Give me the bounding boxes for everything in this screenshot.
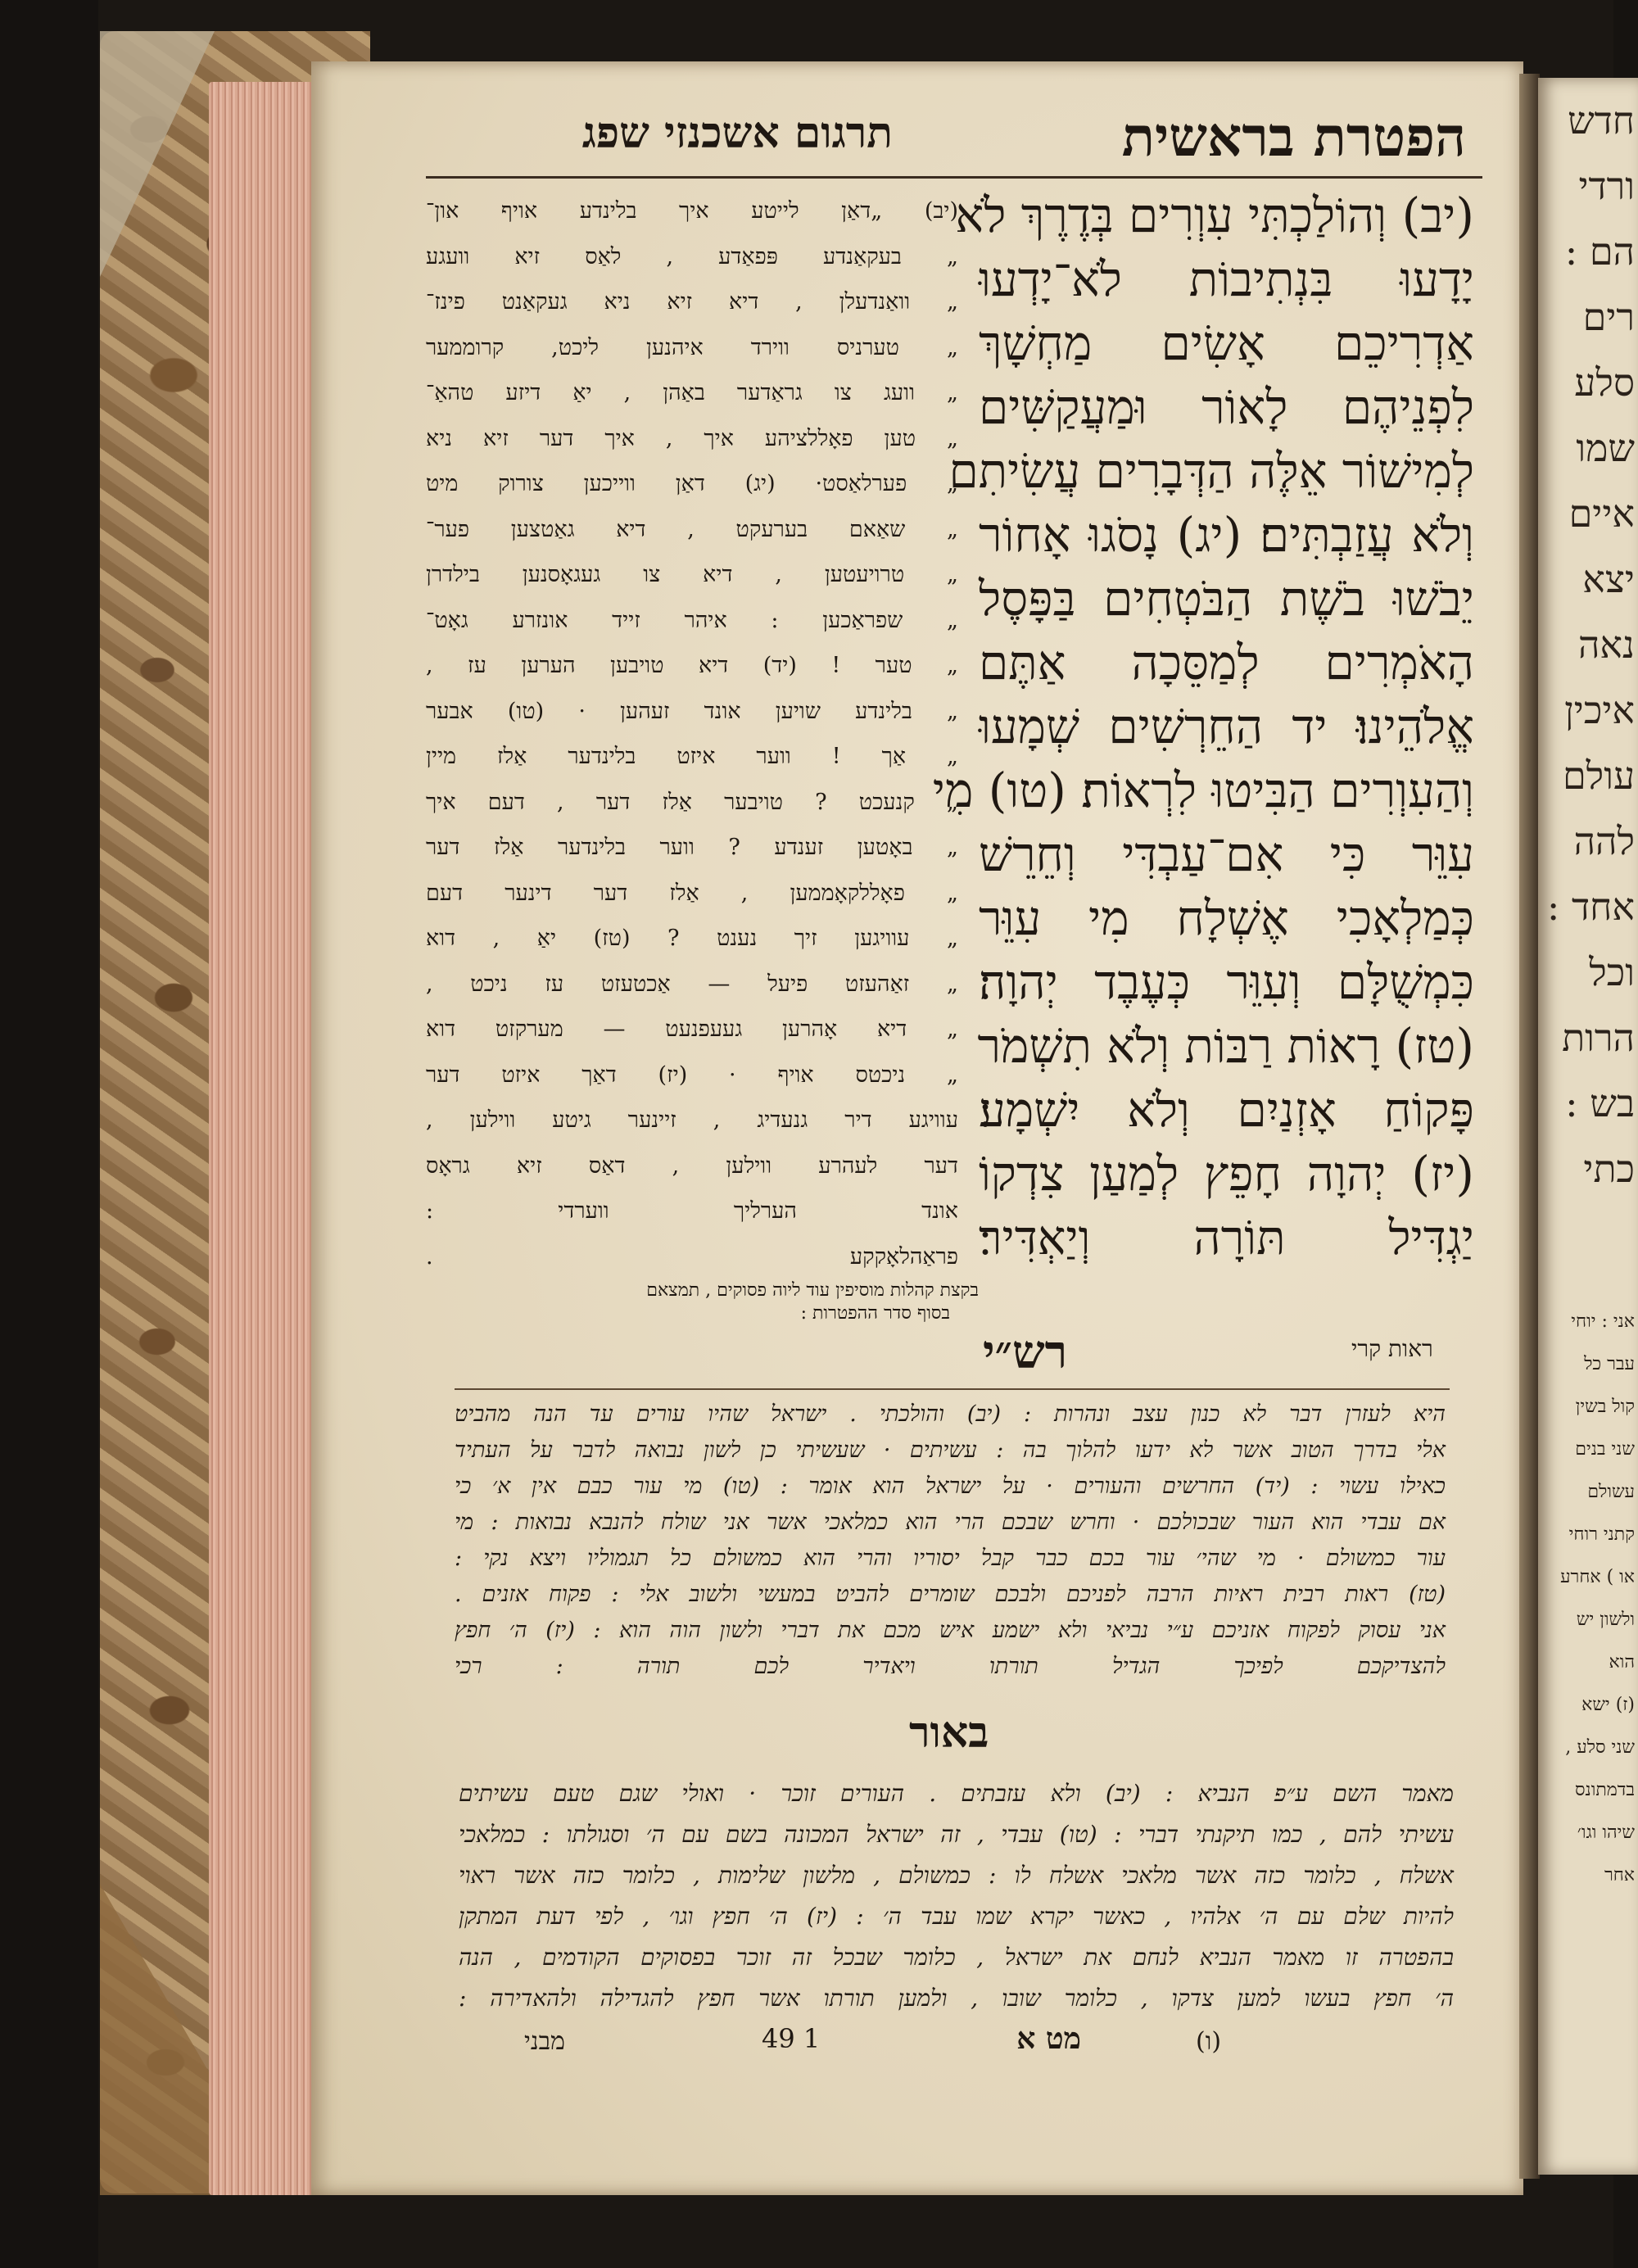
facing-page-fragment: הוא: [1609, 1652, 1635, 1673]
rashi-line: כאילו עשוי : (יד) החרשים והעורים · על ישראל הוא אומר : (טו) מי עור כבם אין א׳ כי: [455, 1474, 1446, 1499]
signature-mark: מט א: [1016, 2021, 1081, 2056]
german-line: „ ניכטס אויף · (יז) דאַך איזט דער: [426, 1062, 958, 1088]
german-line: אונד הערליך ווערדי :: [426, 1198, 958, 1224]
facing-page-fragment: איכין: [1564, 688, 1635, 732]
german-line: „ וועג צו גראַדער באַהן , יאַ דיזע טהאַ־: [426, 380, 958, 405]
header-rule: [426, 176, 1482, 179]
german-line: „ דיא אָהרען געעפנעט — מערקזט דוא: [426, 1016, 958, 1042]
facing-page-fragment: חדש: [1568, 98, 1635, 143]
german-line: „ טרויעטען , דיא צו געגאָסנען בילדרן: [426, 562, 958, 587]
german-line: „ קנעכט ? טויבער אַלז דער , דעם איך: [426, 789, 958, 815]
german-line: „ שאַאם בערעקט , דיא גאַטצען פער־: [426, 516, 958, 542]
facing-page-fragment: ולשון יש: [1576, 1609, 1635, 1630]
hebrew-line: לְמִישׁוֹר אֵלֶּה הַדְּבָרִים עֲשִׂיתִם: [948, 443, 1474, 499]
facing-page-fragment: בש :: [1565, 1081, 1635, 1125]
german-line: „ באָטען זענדע ? ווער בלינדער אַלז דער: [426, 835, 958, 860]
biur-line: מאמר השם ע״פ הנביא : (יב) ולא עזבתים . העורים זוכר · ואולי שגם טעם עשיתים: [459, 1780, 1454, 1807]
facing-page-fragment: אני : יוחי: [1571, 1311, 1635, 1332]
facing-page-fragment: יצא: [1582, 557, 1635, 601]
facing-page-fragment: עשולם: [1587, 1482, 1635, 1502]
german-line: „ עוויגען זיך נענט ? (טז) יאַ , דוא: [426, 926, 958, 951]
hebrew-line: פָּקוֹחַ אָזְנַיִם וְלֹא יִשְׁמָע׃: [979, 1082, 1474, 1138]
german-line: „ וואַנדעלן , דיא זיא ניא געקאַנט פינז־: [426, 289, 958, 315]
rashi-line: היא לעזרן דבר לא כנון עצב ונהרות : (יב) והולכתי . ישראל שהיו עורים עד הנה מהביט: [455, 1401, 1446, 1427]
facing-page-fragment: עבר כל: [1584, 1354, 1635, 1374]
facing-page-fragment: או ) אחרע: [1560, 1567, 1635, 1587]
hebrew-line: וְהַעִוְרִים הַבִּיטוּ לִרְאוֹת׃ (טו) מִי: [932, 763, 1474, 818]
german-line: פראַהלאָקקע .: [426, 1243, 958, 1270]
german-line: „ טער ! (יד) דיא טויבען הערען עז ,: [426, 653, 958, 678]
german-line: עוויגע דיר גנעדיג , זיינער גיטע ווילען ,: [426, 1107, 958, 1133]
background-left: [0, 0, 98, 2268]
hebrew-line: יָדָעוּ בִּנְתִיבוֹת לֹא־יָדְעוּ: [979, 251, 1474, 307]
german-line: „ טערניס ווירד איהנען ליכט, קרוממער: [426, 334, 958, 360]
facing-page-fragment: קתני רוחי: [1568, 1524, 1635, 1545]
hebrew-line: אַדְרִיכֵם אָשִׂים מַחְשָׁךְ: [979, 315, 1474, 371]
hebrew-line: יֵבֹשׁוּ בֹשֶׁת הַבֹּטְחִים בַּפָּסֶל: [979, 571, 1474, 627]
facing-page-fragment: איים: [1568, 491, 1635, 536]
facing-page-fragment: נאה: [1577, 622, 1635, 667]
facing-page-fragment: שמו: [1576, 426, 1635, 470]
hebrew-line: עִוֵּר כִּי אִם־עַבְדִּי וְחֵרֵשׁ: [979, 826, 1474, 882]
rashi-line: עור כמשולם · מי שהי׳ עור בכם כבר קבל יסוריו והרי הוא כמשולם כל תגמוליו ויצא נקי :: [455, 1546, 1446, 1571]
hebrew-line: הָאֹמְרִים לְמַסֵּכָה אַתֶּם: [979, 635, 1474, 690]
facing-page-fragment: וכל: [1589, 950, 1635, 994]
biur-line: ה׳ חפץ בעשו למען צדקו , כלומר שובו , ולמען תורתו אשר חפץ להגדילה ולהאדירה :: [459, 1985, 1454, 2012]
biur-line: בהפטרה זו מאמר הנביא לנחם את ישראל , כלומר שבכל זה זוכר בפסוקים הקודמים , הנה: [459, 1944, 1454, 1971]
rashi-line: להצדיקכם לפיכך הגדיל תורתו ויאדיר לכם תורה : רכי: [455, 1654, 1446, 1679]
german-line: „ פערלאַסט· (יג) דאַן ווייכען צורוק מיט: [426, 471, 958, 496]
biur-line: אשלח , כלומר כזה אשר מלאכי אשלח לו : כמשולם , מלשון שלימות , כלומר כזה אשר ראוי: [459, 1862, 1454, 1889]
facing-page-fragment: שני סלע ,: [1565, 1737, 1635, 1758]
section-divider: [455, 1388, 1450, 1390]
facing-page-fragment: עולם: [1562, 754, 1635, 798]
hebrew-line: כְּמַלְאָכִי אֶשְׁלָח מִי עִוֵּר: [979, 890, 1474, 946]
facing-page-fragment: בדמתונס: [1575, 1780, 1635, 1800]
page-number: 49 1: [762, 2023, 821, 2054]
biur-line: עשיתי להם , כמו תיקנתי דברי : (טו) עבדי , זה ישראל המכונה בשם עם ה׳ וסגולתו : כמלאכי: [459, 1821, 1454, 1848]
german-line: „ שפראַכען : איהר זייד אונזרע גאָט־: [426, 607, 958, 633]
rashi-heading: רש״י: [983, 1325, 1068, 1379]
catchword: מבני: [524, 2027, 565, 2056]
german-line: „ אַך ! ווער איזט בלינדער אַלז מיין: [426, 744, 958, 769]
facing-page-fragment: להה: [1573, 819, 1635, 863]
german-line: „ זאַהעזט פיעל — אַכטעזט עז ניכט ,: [426, 971, 958, 997]
ketiv-kri-note: ראות קרי: [1351, 1335, 1433, 1362]
facing-page-fragment: ורדי: [1578, 164, 1635, 208]
german-line: דער לעהרע ווילען , דאַס זיא גראָס: [426, 1152, 958, 1179]
note-line: בקצת קהלות מוסיפין עוד ליוה פסוקים , תמצאם: [646, 1280, 979, 1301]
facing-page-fragment: אחד :: [1546, 885, 1635, 929]
facing-page-fragment: אחר: [1604, 1865, 1635, 1885]
hebrew-line: (טז) רָאוֹת רַבּוֹת וְלֹא תִשְׁמֹר: [977, 1018, 1474, 1074]
hebrew-line: יַגְדִּיל תּוֹרָה וְיַאְדִּיר׃: [979, 1210, 1474, 1265]
hebrew-line: (יז) יְהוָה חָפֵץ לְמַעַן צִדְקוֹ: [979, 1146, 1474, 1202]
hebrew-line: לִפְנֵיהֶם לָאוֹר וּמַעֲקַשִּׁים: [979, 379, 1474, 435]
rashi-line: אני עסוק לפקוח אזניכם ע״י נביאי ולא ישמע איש מכם את דברי ולשון הוה הוא : (יז) ה׳ חפץ: [455, 1618, 1446, 1643]
rashi-line: אם עבדי הוא העור שבכולכם · וחרש שבכם הרי הוא כמלאכי אשר אני שולח להנבא נבואות : מי: [455, 1510, 1446, 1535]
facing-page-fragment: הרות: [1562, 1016, 1635, 1060]
german-line: „ בלינדע שויען אונד זעהען · (טו) אבער: [426, 698, 958, 724]
german-line: „ בעקאַנדע פּפאַדע , לאַס זיא וועגע: [426, 243, 958, 269]
hebrew-line: אֱלֹהֵינוּ׃ יד הַחֵרְשִׁים שְׁמָעוּ: [979, 699, 1474, 754]
note-line: בסוף סדר ההפטרות :: [800, 1303, 950, 1324]
facing-page-fragment: רים: [1582, 295, 1635, 339]
page-title-targum: תרגום אשכנזי שפג: [581, 108, 893, 158]
facing-page-fragment: הם :: [1564, 229, 1635, 274]
facing-page-fragment: כתי: [1583, 1147, 1635, 1191]
rashi-line: אלי בדרך הטוב אשר לא ידעו להלוך בה : עשיתים · שעשיתי כן לשון נבואה לדבר על העתיד: [455, 1437, 1446, 1463]
facing-page-fragment: שיהו וגו׳: [1577, 1822, 1635, 1843]
biur-line: להיות שלם עם ה׳ אלהיו , כאשר יקרא שמו עבד ה׳ : (יז) ה׳ חפץ וגו׳ , לפי דעת המתקן: [459, 1903, 1454, 1930]
german-line: (יב) „דאַן לייטע איך בלינדע אויף און־: [426, 198, 958, 224]
hebrew-line: כִּמְשֻׁלָּם וְעִוֵּר כְּעֶבֶד יְהוָה׃: [979, 954, 1474, 1010]
hebrew-line: (יב) וְהוֹלַכְתִּי עִוְרִים בְּדֶרֶךְ לֹא: [955, 188, 1474, 243]
facing-page-fragment: שני בנים: [1575, 1439, 1635, 1460]
german-line: „ טען פאָללציהע איך , איך דער זיא ניא: [426, 425, 958, 451]
facing-page-fragment: (ז) ישא: [1581, 1695, 1635, 1715]
facing-page-fragment: סלע: [1574, 360, 1635, 405]
book-gutter: [1519, 74, 1540, 2179]
biur-heading: באור: [909, 1708, 989, 1758]
footer-mark: (ו): [1196, 2027, 1222, 2056]
hebrew-line: וְלֹא עֲזַבְתִּים׃ (יג) נָסֹגוּ אָחוֹר: [979, 507, 1474, 563]
rashi-line: (טז) ראות רבית ראיות הרבה לפניכם ולבכם שומרים להביט במעשי ולשוב אלי : פקוח אזנים .: [455, 1582, 1446, 1607]
page-title-haftarah: הפטרת בראשית: [1121, 105, 1466, 169]
german-line: „ פאָללקאָממען , אַלז דער דינער דעם: [426, 880, 958, 906]
facing-page-fragment: קול בשין: [1575, 1397, 1635, 1417]
